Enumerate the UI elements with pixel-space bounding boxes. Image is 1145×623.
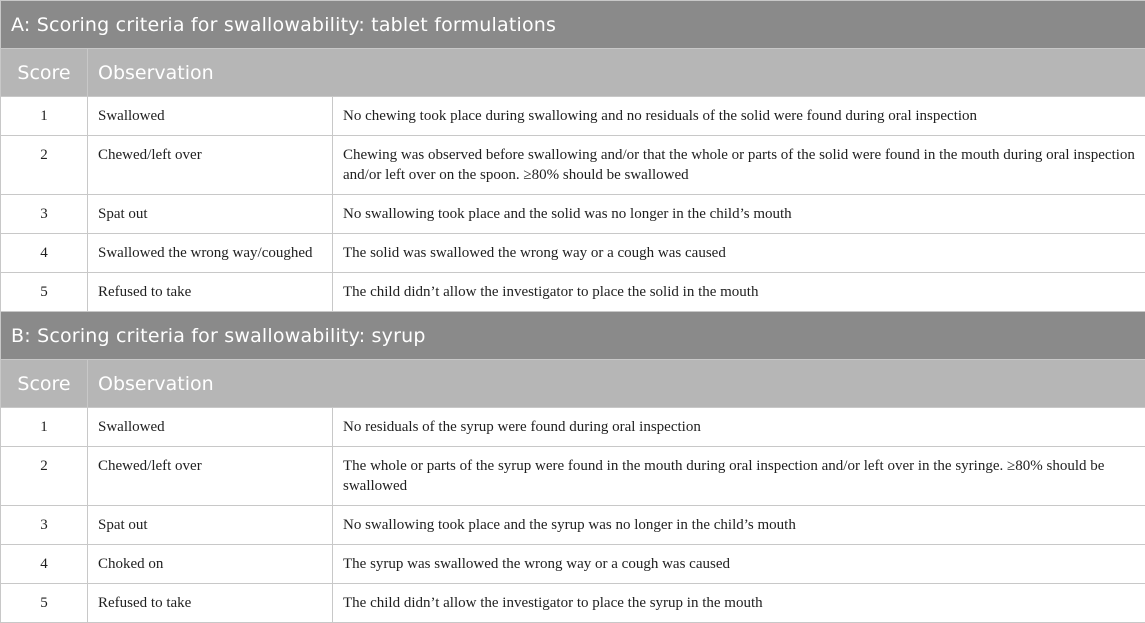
score-cell: 2 bbox=[1, 136, 88, 195]
section-a-title-row bbox=[1, 1, 1145, 49]
description-cell: No swallowing took place and the solid was no longer in the child’s mouth bbox=[333, 195, 1145, 234]
table-row bbox=[1, 447, 1145, 506]
observation-cell: Spat out bbox=[88, 195, 333, 234]
description-cell: The child didn’t allow the investigator to place the solid in the mouth bbox=[333, 273, 1145, 312]
description-cell: No swallowing took place and the syrup was no longer in the child’s mouth bbox=[333, 506, 1145, 545]
table-row bbox=[1, 97, 1145, 136]
observation-cell: Refused to take bbox=[88, 584, 333, 623]
description-cell: The syrup was swallowed the wrong way or a cough was caused bbox=[333, 545, 1145, 584]
score-cell: 3 bbox=[1, 506, 88, 545]
score-cell: 2 bbox=[1, 447, 88, 506]
description-cell: The solid was swallowed the wrong way or a cough was caused bbox=[333, 234, 1145, 273]
observation-cell: Refused to take bbox=[88, 273, 333, 312]
score-header: Score bbox=[1, 360, 88, 408]
table-row bbox=[1, 545, 1145, 584]
section-a-header-row bbox=[1, 49, 1145, 97]
score-cell: 1 bbox=[1, 97, 88, 136]
description-cell: No residuals of the syrup were found during oral inspection bbox=[333, 408, 1145, 447]
observation-cell: Swallowed the wrong way/coughed bbox=[88, 234, 333, 273]
section-a-title: A: Scoring criteria for swallowability: tablet formulations bbox=[1, 1, 1145, 49]
observation-cell: Spat out bbox=[88, 506, 333, 545]
observation-header: Observation bbox=[88, 360, 1145, 408]
table-row bbox=[1, 273, 1145, 312]
description-cell: The whole or parts of the syrup were found in the mouth during oral inspection and/or left over in the syringe. ≥80% should be swallowed bbox=[333, 447, 1145, 506]
description-cell: No chewing took place during swallowing and no residuals of the solid were found during oral inspection bbox=[333, 97, 1145, 136]
observation-header: Observation bbox=[88, 49, 1145, 97]
table-row bbox=[1, 136, 1145, 195]
section-b-header-row bbox=[1, 360, 1145, 408]
observation-cell: Swallowed bbox=[88, 408, 333, 447]
observation-cell: Swallowed bbox=[88, 97, 333, 136]
table-row bbox=[1, 234, 1145, 273]
score-cell: 3 bbox=[1, 195, 88, 234]
observation-cell: Chewed/left over bbox=[88, 136, 333, 195]
score-cell: 5 bbox=[1, 584, 88, 623]
score-cell: 1 bbox=[1, 408, 88, 447]
score-cell: 4 bbox=[1, 545, 88, 584]
description-cell: Chewing was observed before swallowing and/or that the whole or parts of the solid were found in the mouth during oral inspection and/or left over on the spoon. ≥80% should be swallowed bbox=[333, 136, 1145, 195]
table-row bbox=[1, 195, 1145, 234]
score-header: Score bbox=[1, 49, 88, 97]
observation-cell: Choked on bbox=[88, 545, 333, 584]
score-cell: 4 bbox=[1, 234, 88, 273]
section-b-title: B: Scoring criteria for swallowability: syrup bbox=[1, 312, 1145, 360]
observation-cell: Chewed/left over bbox=[88, 447, 333, 506]
section-b-title-row bbox=[1, 312, 1145, 360]
table-row bbox=[1, 408, 1145, 447]
table-row bbox=[1, 506, 1145, 545]
description-cell: The child didn’t allow the investigator to place the syrup in the mouth bbox=[333, 584, 1145, 623]
score-cell: 5 bbox=[1, 273, 88, 312]
